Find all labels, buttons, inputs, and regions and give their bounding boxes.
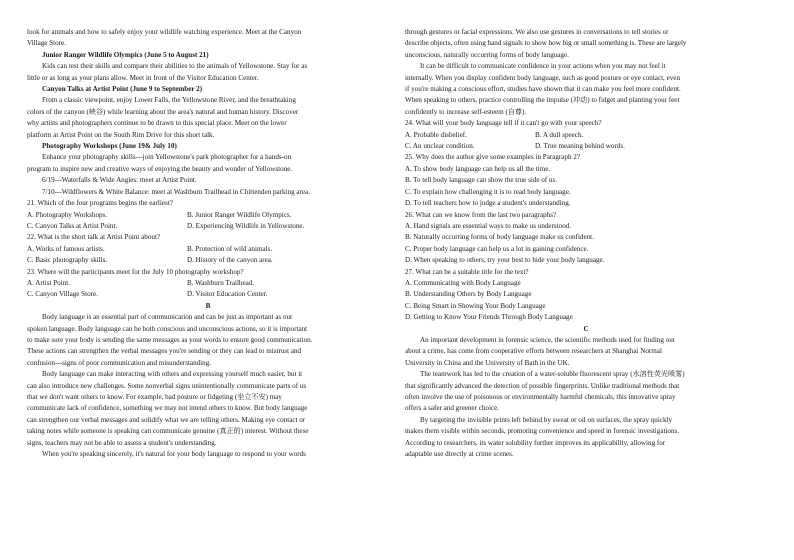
passage-a-line: look for animals and how to safely enjoy your wildlife watching experience. Meet at the Canyon xyxy=(27,28,302,36)
option-a: A. Photography Workshops. xyxy=(27,210,108,219)
option-d: D. True meaning behind words. xyxy=(535,142,625,151)
passage-c-line: offers a safer and greener choice. xyxy=(405,404,500,413)
option-c: C. Canyon Village Store. xyxy=(27,290,98,299)
question-23-options-ab xyxy=(27,278,389,289)
option-a: A. To show body language can help us all the time. xyxy=(405,164,551,173)
passage-a-line: From a classic viewpoint, enjoy Lower Falls, the Yellowstone River, and the breathtaking xyxy=(42,96,296,105)
option-c: C. To explain how challenging it is to read body language. xyxy=(405,187,571,196)
option-c: C. Being Smart in Showing Your Body Language xyxy=(405,301,546,310)
option-c: C. Canyon Talks at Artist Point. xyxy=(27,221,118,230)
passage-b-line: internally. When you display confident body language, such as good posture or eye contact, even xyxy=(405,73,681,82)
talks-heading: Canyon Talks at Artist Point (June 9 to September 2) xyxy=(42,85,203,94)
passage-a-line: Kids can test their skills and compare their abilities to the animals of Yellowstone. Stay for as xyxy=(42,62,308,71)
option-a: A. Artist Point. xyxy=(27,278,70,287)
option-b: B. A dull speech. xyxy=(535,130,584,139)
passage-b-line: unconscious, naturally occurring forms of body language. xyxy=(405,50,569,59)
question-24-stem: 24. What will your body language tell if it can't go with your speech? xyxy=(405,119,602,128)
photo-heading: Photography Workshops (June 19& July 10) xyxy=(42,142,177,151)
option-d: D. Getting to Know Your Friends Through Body Language xyxy=(405,313,573,322)
question-23-options-cd xyxy=(27,289,389,300)
left-column xyxy=(27,27,389,460)
passage-b-line: signs, teachers may not be able to assess a student's understanding. xyxy=(27,438,217,447)
passage-c-line: makes them visible within seconds, promoting convenience and speed in forensic investigations. xyxy=(405,427,680,436)
right-column xyxy=(405,27,767,460)
passage-a-line: Village Store. xyxy=(27,39,66,48)
option-d: D. When speaking to others, try your best to hide your body language. xyxy=(405,256,605,265)
passage-b-line: if you're making a conscious effort, studies have shown that it can make you feel more confident. xyxy=(405,85,681,94)
option-a: A. Communicating with Body Language xyxy=(405,278,521,287)
passage-c-line: According to researchers, its water solubility further improves its applicability, allowing for xyxy=(405,438,666,447)
passage-b-line: Body language is an essential part of communication and can be just as important as our xyxy=(42,313,293,322)
passage-c-line: that significantly advanced the detection of possible fingerprints. Unlike traditional methods that xyxy=(405,381,680,390)
passage-b-line: confidently to increase self-esteem (自尊). xyxy=(405,107,527,116)
option-d: D. Experiencing Wildlife in Yellowstone. xyxy=(187,221,305,230)
option-b: B. Washburn Trailhead. xyxy=(187,278,255,287)
option-b: B. To tell body language can show the true side of us. xyxy=(405,176,558,185)
option-c: C. Proper body language can help us a lot in gaining confidence. xyxy=(405,244,589,253)
passage-a-line: little or as long as your plans allow. Meet in front of the Visitor Education Center. xyxy=(27,73,259,82)
question-24-options-cd xyxy=(405,141,767,152)
passage-b-line: describe objects, often using hand signals to show how big or small something is. These are largely xyxy=(405,39,687,48)
option-a: A. Hand signals are essential ways to make us understood. xyxy=(405,221,572,230)
passage-a-line: platform at Artist Point on the South Rim Drive for this short talk. xyxy=(27,130,215,139)
passage-b-line: through gestures or facial expressions. We also use gestures in conversations to tell stories or xyxy=(405,28,669,36)
question-24-options-ab xyxy=(405,130,767,141)
option-c: C. An unclear condition. xyxy=(405,142,475,151)
passage-b-line: can strengthen our verbal messages and solidify what we are telling others. Making eye contact or xyxy=(27,415,306,424)
passage-b-line: taking notes while someone is speaking can communicate genuine (真正的) interest. Without these xyxy=(27,427,309,436)
option-b: B. Understanding Others by Body Language xyxy=(405,290,532,299)
question-23-stem: 23. Where will the participants meet for the July 10 photography workshop? xyxy=(27,267,244,276)
passage-a-line: why artists and photographers continue to be drawn to this special place. Meet on the lower xyxy=(27,119,287,128)
passage-b-line: to make sure your body is sending the same messages as your words to ensure good communication. xyxy=(27,335,313,344)
option-d: D. To tell teachers how to judge a student's understanding. xyxy=(405,199,571,208)
question-26-stem: 26. What can we know from the last two paragraphs? xyxy=(405,210,557,219)
passage-a-line: 6/19---Waterfalls & Wide Angles: meet at Artist Point. xyxy=(42,176,197,185)
passage-b-line: These actions can strengthen the verbal messages you're sending or they can lead to mistrust and xyxy=(27,347,302,356)
option-d: D. History of the canyon area. xyxy=(187,256,273,265)
passage-b-line: confusion---signs of poor communication and misunderstanding. xyxy=(27,358,212,367)
option-a: A. Works of famous artists. xyxy=(27,244,105,253)
option-a: A. Probable disbelief. xyxy=(405,130,467,139)
passage-c-line: The teamwork has led to the creation of a water-soluble fluorescent spray (水溶性荧光喷雾) xyxy=(420,370,685,379)
section-c-heading: C xyxy=(583,324,589,333)
passage-c-line: about a crime, has come from cooperative efforts between researchers at Shanghai Normal xyxy=(405,347,662,356)
passage-b-line: spoken language. Body language can be both conscious and unconscious actions, so it is important xyxy=(27,324,308,333)
option-b: B. Naturally occurring forms of body language make us confident. xyxy=(405,233,594,242)
question-22-options-cd xyxy=(27,255,389,266)
passage-c-line: adaptable use directly at crime scenes. xyxy=(405,450,514,459)
section-b-heading: B xyxy=(205,301,211,310)
question-25-stem: 25. Why does the author give some examples in Paragraph 2? xyxy=(405,153,580,162)
option-b: B. Protection of wild animals. xyxy=(187,244,273,253)
question-21-options-ab xyxy=(27,210,389,221)
question-22-options-ab xyxy=(27,244,389,255)
option-b: B. Junior Ranger Wildlife Olympics. xyxy=(187,210,292,219)
passage-c-line: By targeting the invisible prints left behind by sweat or oil on surfaces, the spray quickly xyxy=(420,415,673,424)
passage-b-line: When you're speaking sincerely, it's natural for your body language to respond to your words xyxy=(42,450,306,459)
passage-c-line: often involve the use of poisonous or environmentally harmful chemicals, this innovative spray xyxy=(405,393,676,401)
passage-a-line: colors of the canyon (峡谷) while learning about the area's natural and human history. Discover xyxy=(27,107,299,116)
passage-c-line: University in China and the University of Bath in the UK. xyxy=(405,358,570,367)
passage-b-line: When speaking to others, practice controlling the impulse (冲动) to fidget and planting your feet xyxy=(405,96,680,105)
passage-a-line: Enhance your photography skills---join Yellowstone's park photographer for a hands-on xyxy=(42,153,292,162)
passage-c-line: An important development in forensic science, the scientific methods used for finding out xyxy=(420,335,675,344)
olympics-heading: Junior Ranger Wildlife Olympics (June 5 to August 21) xyxy=(42,50,209,59)
passage-b-line: communicate lack of confidence, something we may not intend others to know. But body language xyxy=(27,404,308,413)
passage-a-line: 7/10---Wildflowers & White Balance: meet at Washburn Trailhead in Chittenden parking area. xyxy=(42,187,310,196)
passage-a-line: program to inspire new and creative ways of enjoying the beauty and wonder of Yellowstone. xyxy=(27,164,293,173)
question-27-stem: 27. What can be a suitable title for the text? xyxy=(405,267,529,276)
question-22-stem: 22. What is the short talk at Artist Point about? xyxy=(27,233,161,242)
question-21-options-cd xyxy=(27,221,389,232)
passage-b-line: that we don't want others to know. For example, bad posture or fidgeting (坐立不安) may xyxy=(27,393,282,401)
option-c: C. Basic photography skills. xyxy=(27,256,108,265)
passage-b-line: It can be difficult to communicate confidence in your actions when you may not feel it xyxy=(420,62,666,71)
question-21-stem: 21. Which of the four programs begins the earliest? xyxy=(27,199,173,208)
passage-b-line: Body language can make interacting with others and expressing yourself much easier, but it xyxy=(42,370,303,379)
passage-b-line: can also introduce new challenges. Some nonverbal signs unintentionally communicate parts of us xyxy=(27,381,307,390)
option-d: D. Visitor Education Center. xyxy=(187,290,268,299)
